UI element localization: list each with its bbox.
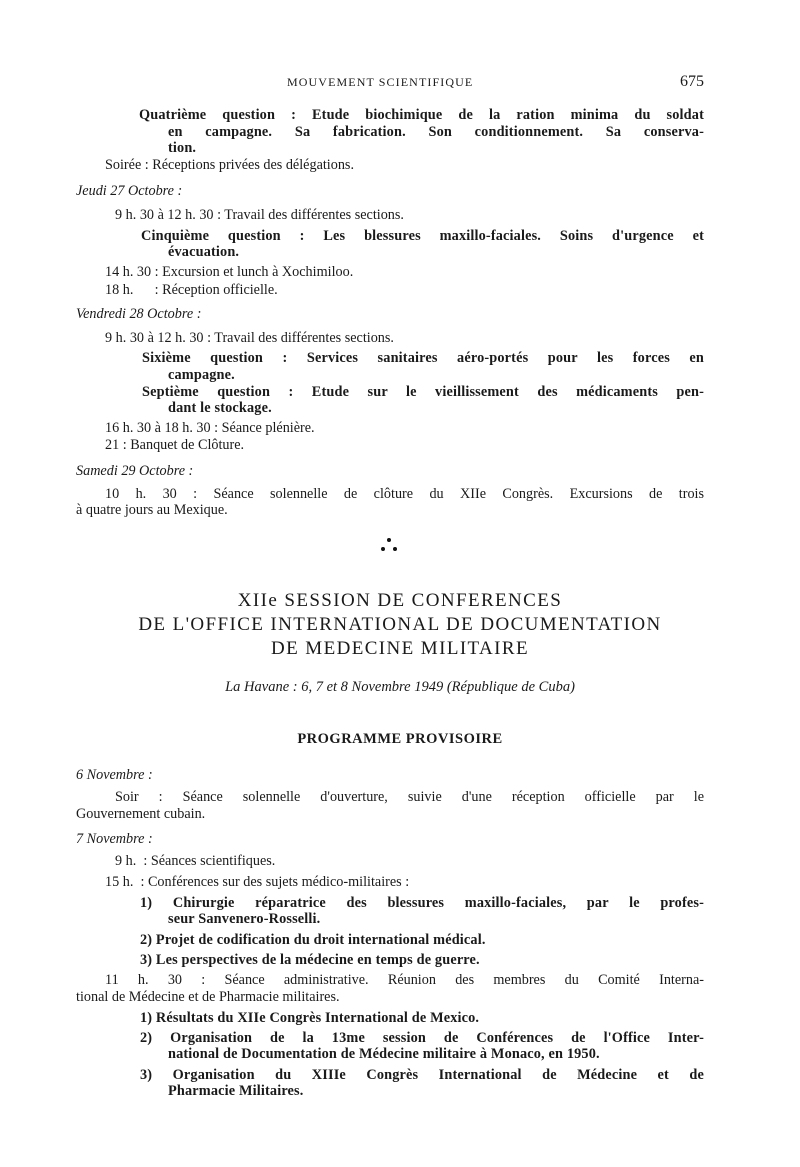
pleniere-line: 16 h. 30 à 18 h. 30 : Séance plénière.	[105, 420, 315, 436]
session-title-line3: DE MEDECINE MILITAIRE	[271, 638, 529, 659]
admin-item-2-line1: 2) Organisation de la 13me session de Conférences de l'Office Inter-	[140, 1030, 704, 1046]
conference-2: 2) Projet de codification du droit international médical.	[140, 932, 486, 948]
admin-item-2-line2: national de Documentation de Médecine militaire à Monaco, en 1950.	[168, 1046, 600, 1062]
question-7-line1: Septième question : Etude sur le vieillissement des médicaments pen-	[142, 384, 704, 400]
session-title-line1: XIIe SESSION DE CONFERENCES	[237, 590, 563, 611]
day-heading-jeudi: Jeudi 27 Octobre :	[76, 183, 183, 199]
question-7-line2: dant le stockage.	[168, 400, 272, 416]
question-6-line1: Sixième question : Services sanitaires aéro-portés pour les forces en	[142, 350, 704, 366]
conferences-line: 15 h. : Conférences sur des sujets médico-militaires :	[105, 874, 410, 890]
conference-3: 3) Les perspectives de la médecine en temps de guerre.	[140, 952, 480, 968]
conference-1-line2: seur Sanvenero-Rosselli.	[168, 911, 321, 927]
day-heading-nov6: 6 Novembre :	[76, 767, 153, 783]
conference-1-line1: 1) Chirurgie réparatrice des blessures maxillo-faciales, par le profes-	[140, 895, 704, 911]
day-heading-nov7: 7 Novembre :	[76, 831, 153, 847]
running-title: MOUVEMENT SCIENTIFIQUE	[287, 75, 474, 89]
admin-line2: tional de Médecine et de Pharmacie militaires.	[76, 989, 340, 1005]
samedi-line1: 10 h. 30 : Séance solennelle de clôture du XIIe Congrès. Excursions de trois	[105, 486, 704, 502]
admin-item-1: 1) Résultats du XIIe Congrès International de Mexico.	[140, 1010, 480, 1026]
reception-line: 18 h. : Réception officielle.	[105, 282, 278, 298]
vendredi-work: 9 h. 30 à 12 h. 30 : Travail des différentes sections.	[105, 330, 394, 346]
excursion-line: 14 h. 30 : Excursion et lunch à Xochimiloo.	[105, 264, 354, 280]
soir-line1: Soir : Séance solennelle d'ouverture, suivie d'une réception officielle par le	[115, 789, 704, 805]
banquet-line: 21 : Banquet de Clôture.	[105, 437, 245, 453]
soir-line2: Gouvernement cubain.	[76, 806, 206, 822]
day-heading-vendredi: Vendredi 28 Octobre :	[76, 306, 202, 322]
programme-title: PROGRAMME PROVISOIRE	[297, 731, 503, 747]
session-place-date: La Havane : 6, 7 et 8 Novembre 1949 (République de Cuba)	[225, 679, 575, 695]
admin-line1: 11 h. 30 : Séance administrative. Réunion des membres du Comité Interna-	[105, 972, 704, 988]
admin-item-3-line2: Pharmacie Militaires.	[168, 1083, 304, 1099]
question-4-line1: Quatrième question : Etude biochimique de la ration minima du soldat	[139, 107, 704, 123]
session-title-line2: DE L'OFFICE INTERNATIONAL DE DOCUMENTATION	[138, 614, 662, 635]
seances-line: 9 h. : Séances scientifiques.	[115, 853, 276, 869]
asterism-ornament	[379, 538, 399, 556]
question-4-line2: en campagne. Sa fabrication. Son conditionnement. Sa conserva-	[168, 124, 704, 140]
page-number: 675	[680, 73, 704, 90]
question-5-line2: évacuation.	[168, 244, 240, 260]
question-5-line1: Cinquième question : Les blessures maxillo-faciales. Soins d'urgence et	[141, 228, 704, 244]
samedi-line2: à quatre jours au Mexique.	[76, 502, 228, 518]
question-6-line2: campagne.	[168, 367, 235, 383]
admin-item-3-line1: 3) Organisation du XIIIe Congrès International de Médecine et de	[140, 1067, 704, 1083]
day-heading-samedi: Samedi 29 Octobre :	[76, 463, 194, 479]
jeudi-work: 9 h. 30 à 12 h. 30 : Travail des différentes sections.	[115, 207, 404, 223]
question-4-line3: tion.	[168, 140, 197, 156]
soiree-line: Soirée : Réceptions privées des délégations.	[105, 157, 355, 173]
